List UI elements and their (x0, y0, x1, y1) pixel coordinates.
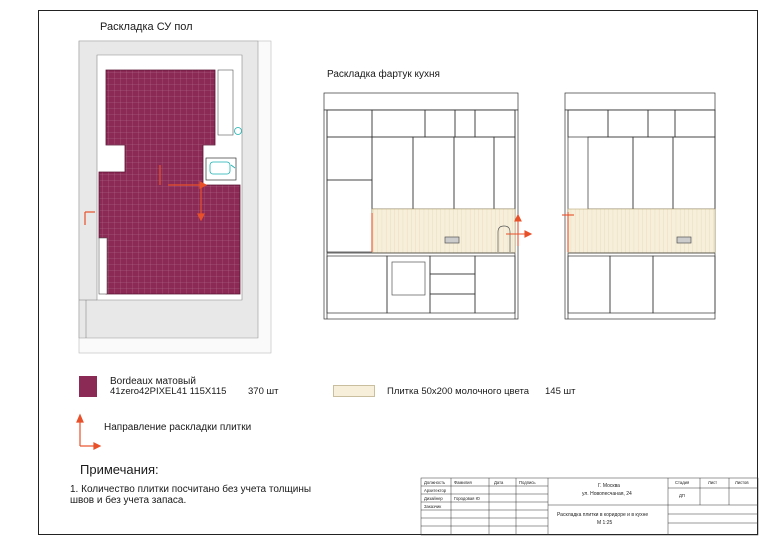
tb-scale: М 1:25 (597, 520, 613, 526)
tb-city: Г. Москва (598, 483, 620, 489)
cream-tile-count: 145 шт (545, 386, 576, 397)
tb-col-date: Дата (494, 480, 504, 485)
tb-sheet-name: Раскладка плитки в коридоре и в кухне (557, 512, 649, 518)
apron-tile-band-right (568, 209, 715, 253)
kitchen-apron-title: Раскладка фартук кухня (327, 69, 440, 80)
tb-stage-value: ДП (679, 493, 685, 498)
kitchen-elevation-right (562, 93, 715, 319)
tb-col-surname: Фамилия (454, 480, 472, 485)
tb-row-architect: Архитектор (424, 488, 447, 493)
note-line-1: 1. Количество плитки посчитано без учета толщины (70, 484, 312, 495)
tb-address: ул. Новопесчаная, 24 (582, 491, 632, 497)
bordeaux-tile-count: 370 шт (248, 386, 279, 397)
title-block (421, 478, 758, 535)
tb-col-signature: Подпись (519, 480, 536, 485)
tb-stage-label: Стадия (675, 480, 690, 485)
tb-col-position: Должность (424, 480, 446, 485)
note-line-2: швов и без учета запаса. (70, 495, 187, 506)
bathtub-edge (218, 70, 233, 135)
bordeaux-tile-code: 41zero42PIXEL41 115X115 (110, 386, 227, 397)
bordeaux-swatch (79, 376, 97, 397)
cream-swatch (333, 385, 375, 397)
tb-lists-label: Листов (735, 480, 749, 485)
kitchen-elevation-left (324, 93, 531, 319)
tb-designer-name: Городовая Ю (454, 496, 480, 501)
tb-row-client: Заказчик (424, 504, 442, 509)
sink-cabinet (206, 158, 236, 180)
su-floor-title: Раскладка СУ пол (100, 21, 193, 33)
notes-title: Примечания: (80, 462, 159, 477)
legend-direction-arrow (77, 415, 100, 449)
cream-tile-name: Плитка 50x200 молочного цвета (387, 386, 529, 397)
direction-label: Направление раскладки плитки (104, 422, 252, 433)
tb-list-label: Лист (708, 480, 718, 485)
bathroom-floor-plan (79, 41, 271, 353)
door-jamb (99, 238, 107, 294)
tb-row-designer: Дизайнер (424, 496, 443, 501)
bordeaux-tile-name: Bordeaux матовый (110, 376, 196, 387)
apron-tile-band-left (372, 209, 515, 253)
